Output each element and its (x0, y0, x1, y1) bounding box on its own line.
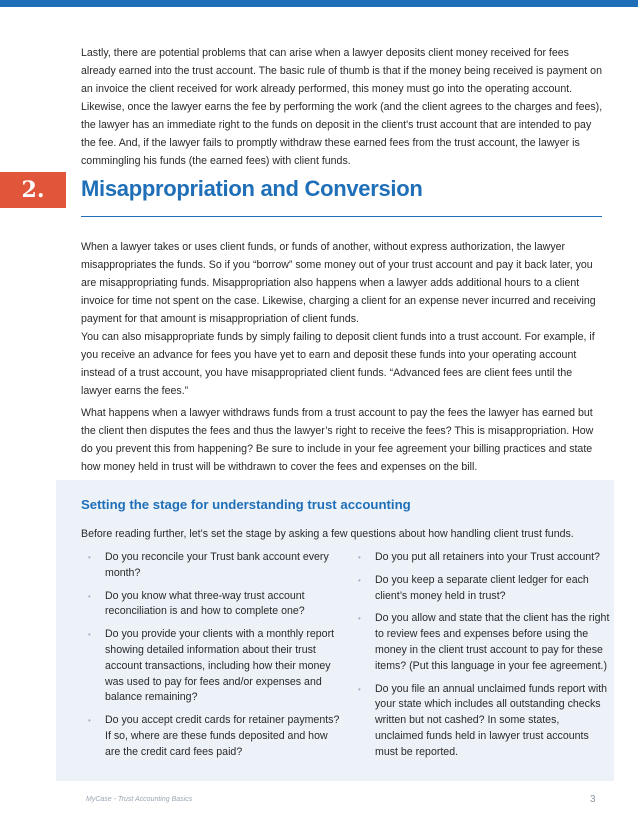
bullet-icon: • (88, 553, 91, 562)
bullet-icon: • (88, 716, 91, 726)
bullet-icon: • (358, 614, 361, 624)
section-paragraph-1: When a lawyer takes or uses client funds, or funds of another, without express authorization, the lawyer misappropriates the funds. So if you “borrow” some money out of your trust account and pay it back later, you are misappropriating funds. Misappropriation also happens when a lawyer adds additional hours to a client invoice for time not spent on the case. Likewise, charging a client for an expense never incurred and receiving payment for that amount is misappropriation of client funds. (81, 241, 596, 325)
bullet-icon: • (88, 630, 91, 640)
callout-left-list (88, 550, 343, 768)
list-item (88, 713, 343, 760)
list-item (88, 550, 343, 582)
list-item-text: Do you know what three-way trust account reconciliation is and how to complete one? (105, 589, 305, 618)
list-item (88, 589, 343, 621)
list-item-text: Do you keep a separate client ledger for each client’s money held in trust? (375, 573, 589, 602)
callout-right-list (358, 550, 610, 768)
bullet-icon: • (358, 575, 361, 585)
list-item-text: Do you provide your clients with a monthly report showing detailed information about their trust account transactions, including how their money was used to pay for fees and/or expenses and balance remaining? (105, 628, 335, 704)
list-item-text: Do you put all retainers into your Trust account? (375, 551, 600, 563)
list-item-text: Do you allow and state that the client has the right to review fees and expenses before using the money in the client trust account to pay for these items? (Put this language in your fee agreement.) (375, 612, 610, 672)
section-number-badge: 2. (0, 172, 66, 208)
list-item (358, 550, 610, 566)
bullet-icon: • (88, 591, 91, 601)
section-title: Misappropriation and Conversion (81, 176, 423, 201)
bullet-icon: • (358, 553, 361, 562)
list-item-text: Do you reconcile your Trust bank account every month? (105, 551, 329, 579)
list-item (88, 627, 343, 706)
list-item-text: Do you accept credit cards for retainer payments? If so, where are these funds deposited and how are the credit card fees paid? (105, 714, 340, 758)
bullet-icon: • (358, 684, 361, 694)
intro-paragraph: Lastly, there are potential problems that can arise when a lawyer deposits client money received for fees already earned into the trust account. The basic rule of thumb is that if the money being received is payment on an invoice the client received for work already performed, this money must go into the operating account. Likewise, once the lawyer earns the fee by performing the work (and the client agrees to the charges and fees), the lawyer has an immediate right to the funds on deposit in the client's trust account that are intended to pay the fee. And, if the lawyer fails to promptly withdraw these earned fees from the trust account, the lawyer is commingling his funds (the earned fees) with client funds. (81, 47, 603, 167)
section-paragraph-2: You can also misappropriate funds by simply failing to deposit client funds into a trust account. For example, if you receive an advance for fees you have yet to earn and deposit these funds into your operating account instead of a trust account, you have misappropriated client funds. “Advanced fees are client fees until the lawyer earns the fees.” (81, 331, 595, 397)
section-divider (81, 216, 602, 217)
list-item (358, 611, 610, 674)
top-accent-bar (0, 0, 638, 7)
list-item (358, 573, 610, 605)
footer-source: MyCase - Trust Accounting Basics (86, 796, 193, 803)
callout-intro: Before reading further, let’s set the stage by asking a few questions about how handling client trust funds. (81, 528, 574, 540)
page-number: 3 (590, 794, 596, 805)
list-item-text: Do you file an annual unclaimed funds report with your state which includes all outstanding checks written but not cashed? In some states, unclaimed funds held in lawyer trust accounts must be reported. (375, 682, 608, 758)
callout-title: Setting the stage for understanding trust accounting (81, 497, 411, 512)
section-paragraph-3: What happens when a lawyer withdraws funds from a trust account to pay the fees the lawyer has earned but the client then disputes the fees and thus the lawyer’s right to receive the fees? This is misappropriation. How do you prevent this from happening? Be sure to include in your fee agreement your billing practices and state how money held in trust will be withdrawn to cover the fees and expenses on the bill. (81, 407, 594, 473)
list-item (358, 682, 610, 761)
